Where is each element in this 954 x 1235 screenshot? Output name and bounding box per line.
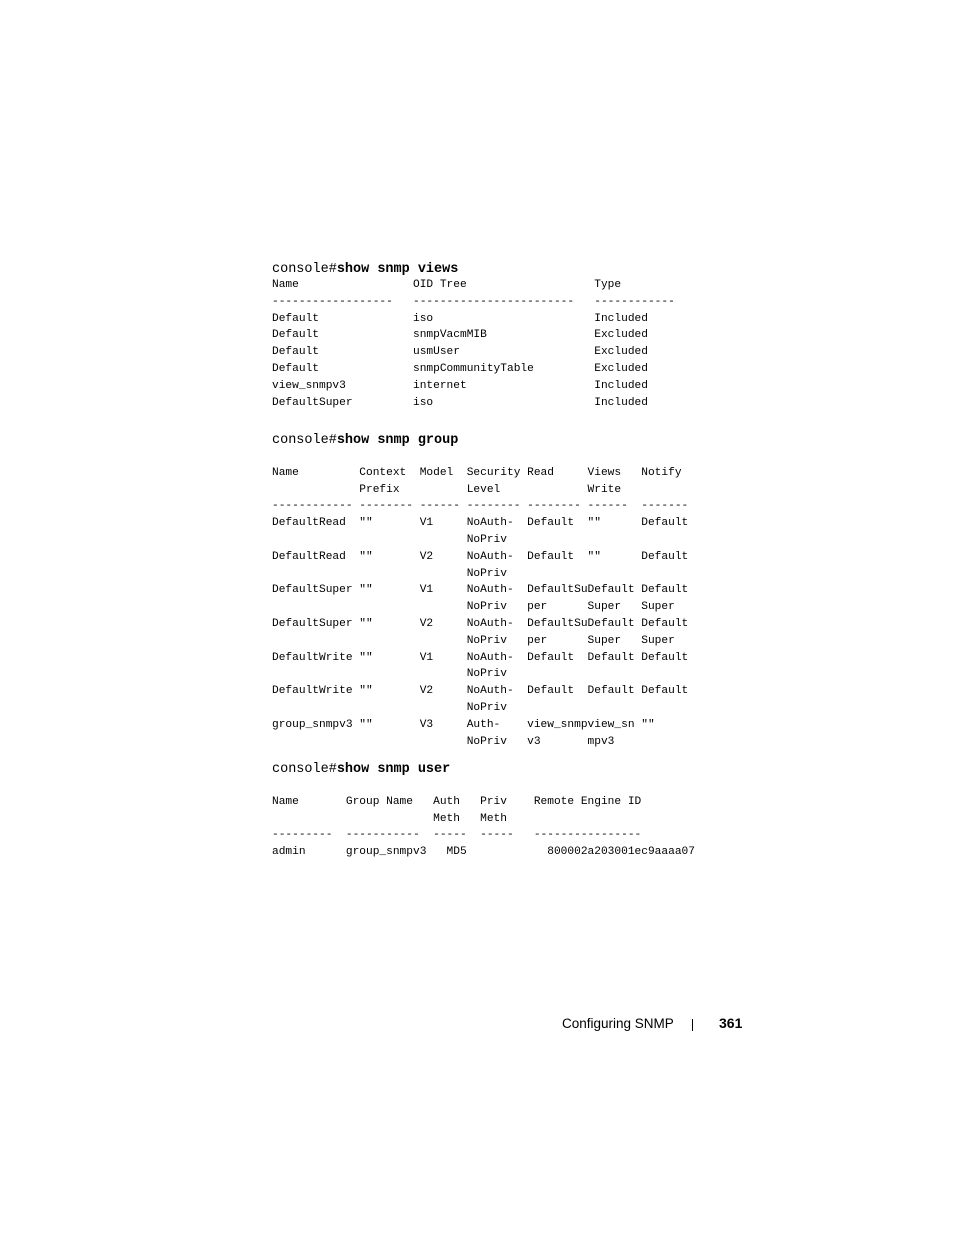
output-line: NoPriv [272, 701, 507, 714]
views-command: show snmp views [336, 262, 459, 277]
output-line [272, 448, 688, 465]
group-command-line [272, 433, 458, 449]
output-line: DefaultSuper "" V2 NoAuth- DefaultSuDefault Default [272, 617, 689, 630]
footer-section-title: Configuring SNMP [562, 1016, 674, 1031]
output-line: ------------------ ------------------------ ------------ [272, 295, 675, 308]
output-line: DefaultSuper "" V1 NoAuth- DefaultSuDefault Default [272, 584, 689, 597]
page-number: 361 [719, 1015, 743, 1031]
output-line: NoPriv [272, 533, 507, 546]
output-line: Default snmpCommunityTable Excluded [272, 362, 648, 375]
user-prompt: console# [272, 762, 337, 777]
output-line: view_snmpv3 internet Included [272, 379, 648, 392]
output-line: Name OID Tree Type [272, 279, 622, 291]
output-line: Meth Meth [272, 812, 507, 825]
output-line: NoPriv per Super Super [272, 634, 675, 647]
output-line: Default usmUser Excluded [272, 346, 648, 359]
output-line: Prefix Level Write [272, 483, 622, 496]
output-line: DefaultRead "" V1 NoAuth- Default "" Default [272, 517, 689, 530]
output-line: DefaultWrite "" V1 NoAuth- Default Default Default [272, 651, 689, 664]
footer-separator [692, 1019, 693, 1031]
views-prompt: console# [272, 262, 337, 277]
output-line: NoPriv [272, 668, 507, 681]
views-output [272, 277, 675, 411]
group-prompt: console# [272, 433, 337, 448]
output-line: NoPriv v3 mpv3 [272, 735, 615, 748]
output-line: group_snmpv3 "" V3 Auth- view_snmpview_sn "" [272, 718, 655, 731]
output-line: admin group_snmpv3 MD5 800002a203001ec9aaaa07 [272, 846, 695, 859]
output-line: DefaultRead "" V2 NoAuth- Default "" Default [272, 550, 689, 563]
output-line: NoPriv per Super Super [272, 601, 675, 614]
output-line: NoPriv [272, 567, 507, 580]
output-line: Name Group Name Auth Priv Remote Engine ID [272, 795, 642, 808]
output-line: DefaultWrite "" V2 NoAuth- Default Default Default [272, 685, 689, 698]
user-output [272, 777, 695, 861]
output-line: ------------ -------- ------ -------- -------- ------ ------- [272, 500, 689, 513]
group-command: show snmp group [336, 433, 459, 448]
output-line: Default snmpVacmMIB Excluded [272, 329, 648, 342]
views-command-line [272, 262, 458, 278]
output-line: Name Context Model Security Read Views Notify [272, 466, 682, 479]
output-line: DefaultSuper iso Included [272, 396, 648, 409]
output-line: --------- ----------- ----- ----- ---------------- [272, 829, 642, 842]
output-line [272, 777, 695, 794]
user-command: show snmp user [336, 762, 451, 777]
output-line: Default iso Included [272, 312, 648, 325]
user-command-line [272, 762, 450, 778]
group-output [272, 448, 688, 750]
